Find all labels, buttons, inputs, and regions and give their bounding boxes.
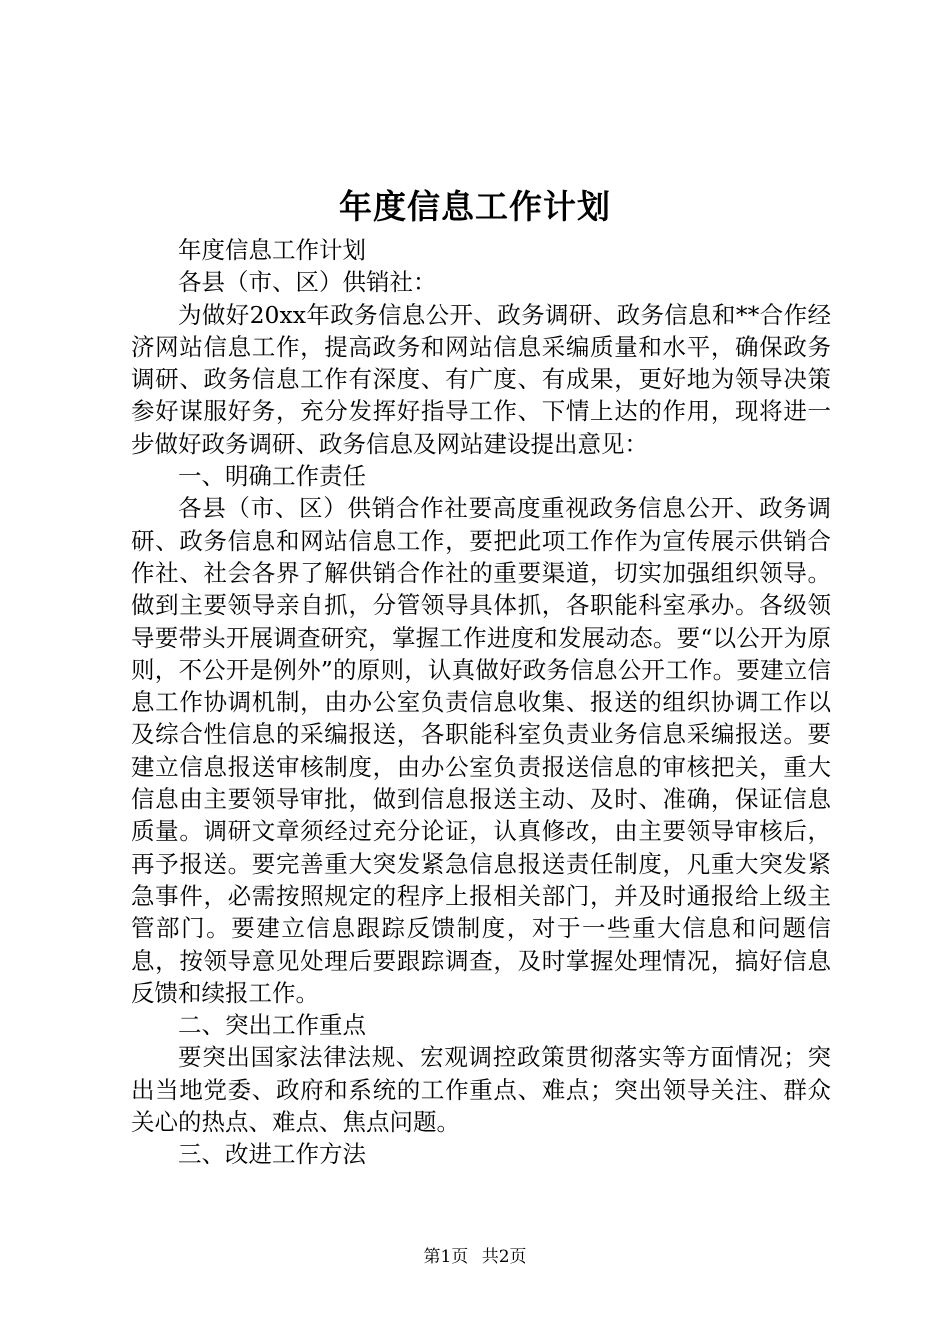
paragraph-section-1: 各县（市、区）供销合作社要高度重视政务信息公开、政务调研、政务信息和网站信息工作，要把此项工作作为宣传展示供销合作社、社会各界了解供销合作社的重要渠道，切实加强组织领导。做到主要领导亲自抓，分管领导具体抓，各职能科室承办。各级领导要带头开展调查研究，掌握工作进度和发展动态。要“以公开为原则，不公开是例外”的原则，认真做好政务信息公开工作。要建立信息工作协调机制，由办公室负责信息收集、报送的组织协调工作以及综合性信息的采编报送，各职能科室负责业务信息采编报送。要建立信息报送审核制度，由办公室负责报送信息的审核把关，重大信息由主要领导审批，做到信息报送主动、及时、准确，保证信息质量。调研文章须经过充分论证，认真修改，由主要领导审核后，再予报送。要完善重大突发紧急信息报送责任制度，凡重大突发紧急事件，必需按照规定的程序上报相关部门，并及时通报给上级主管部门。要建立信息跟踪反馈制度，对于一些重大信息和问题信息，按领导意见处理后要跟踪调查，及时掌握处理情况，搞好信息反馈和续报工作。 — [131, 494, 831, 1007]
paragraph-intro: 为做好20xx年政务信息公开、政务调研、政务信息和**合作经济网站信息工作，提高政务和网站信息采编质量和水平，确保政务调研、政务信息工作有深度、有广度、有成果，更好地为领导决策参好谋服好务，充分发挥好指导工作、下情上达的作用，现将进一步做好政务调研、政务信息及网站建设提出意见： — [131, 300, 831, 458]
paragraph-salutation: 各县（市、区）供销社： — [178, 268, 437, 297]
paragraph-section-2: 要突出国家法律法规、宏观调控政策贯彻落实等方面情况；突出当地党委、政府和系统的工作重点、难点；突出领导关注、群众关心的热点、难点、焦点问题。 — [131, 1043, 831, 1137]
document-body — [131, 234, 831, 1171]
page-footer — [0, 1242, 950, 1267]
paragraph-subtitle: 年度信息工作计划 — [178, 236, 366, 264]
section-heading-2: 二、突出工作重点 — [178, 1011, 366, 1040]
document-title: 年度信息工作计划 — [339, 187, 611, 226]
section-heading-1: 一、明确工作责任 — [178, 462, 366, 491]
page-number-total: 共2页 — [481, 1247, 527, 1267]
page-number-current: 第1页 — [423, 1247, 469, 1267]
section-heading-3: 三、改进工作方法 — [178, 1140, 366, 1169]
